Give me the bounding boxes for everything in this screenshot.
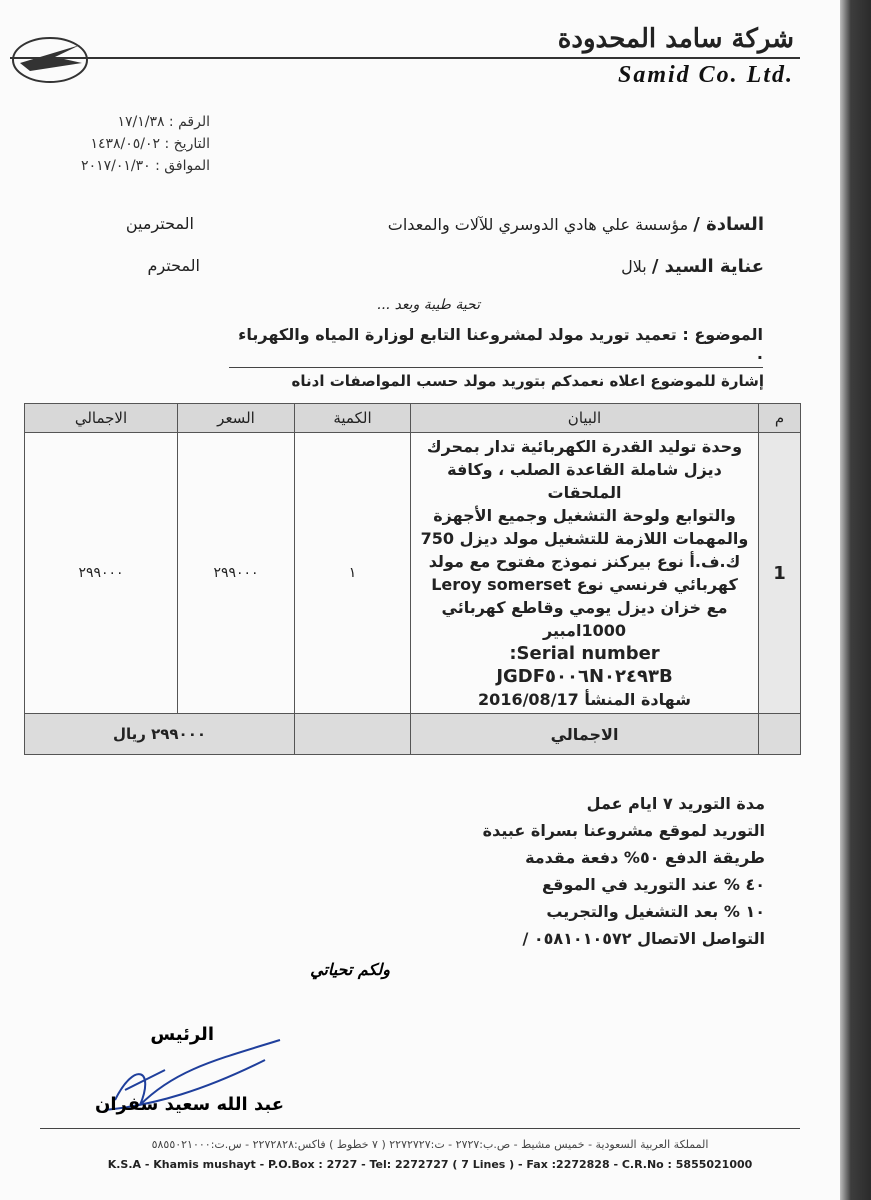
term-line: التواصل الاتصال ٠٥٨١٠١٠٥٧٢ / (522, 929, 765, 948)
signatory-title: الرئيس (150, 1024, 214, 1045)
total-value: ٢٩٩٠٠٠ ريال (25, 714, 295, 755)
attention-line (621, 256, 764, 277)
attention-label: عناية السيد / (651, 256, 764, 277)
desc-line: والمهمات اللازمة للتشغيل مولد ديزل 750 (420, 529, 749, 548)
attention-name: بلال (621, 257, 647, 276)
term-line: التوريد لموقع مشروعنا بسراة عبيدة (482, 821, 765, 840)
desc-line: شهادة المنشأ 2016/08/17 (478, 690, 691, 709)
col-header-qty: الكمية (295, 404, 411, 433)
company-logo (10, 35, 90, 85)
items-table (24, 403, 801, 755)
term-line: مدة التوريد ٧ ايام عمل (586, 794, 765, 813)
footer-arabic: المملكة العربية السعودية - خميس مشيط - ص.ب:٢٧٢٧ - ت:٢٢٧٢٧٢٧ ( ٧ خطوط ) فاكس:٢٢٧٢٨٢٨ - س.ت:٥٨٥٥٠٢١٠٠٠ (151, 1138, 709, 1151)
row-qty: ١ (295, 433, 411, 714)
desc-line: Serial number: (509, 643, 660, 664)
closing-line: ولكم تحياتي (310, 960, 390, 979)
scan-edge-shadow (840, 0, 871, 1200)
addressee-name: مؤسسة علي هادي الدوسري للآلات والمعدات (387, 215, 689, 234)
footer-english: K.S.A - Khamis mushayt - P.O.Box : 2727 - Tel: 2272727 ( 7 Lines ) - Fax :2272828 - C.R.No : 5855021000 (107, 1158, 753, 1171)
total-empty-qty (295, 714, 411, 755)
row-total: ٢٩٩٠٠٠ (25, 433, 178, 714)
attention-honorific: المحترم (147, 256, 200, 275)
terms-block (345, 790, 765, 952)
term-line: ٤٠ % عند التوريد في الموقع (542, 875, 765, 894)
table-header-row (25, 404, 801, 433)
company-name-english: Samid Co. Ltd. (617, 62, 794, 88)
desc-line: ك.ف.أ نوع بيركنز نموذج مفتوح مع مولد (428, 552, 741, 571)
col-header-no: م (759, 404, 801, 433)
addressee-line (388, 214, 764, 235)
total-row (25, 714, 801, 755)
ref-date-hijri: التاريخ : ١٤٣٨/٠٥/٠٢ (90, 136, 210, 152)
table-row (25, 433, 801, 714)
desc-line: ديزل شاملة القاعدة الصلب ، وكافة الملحقات (447, 460, 722, 502)
company-name-arabic: شركة سامد المحدودة (557, 24, 794, 54)
footer-rule (40, 1128, 800, 1129)
row-description (411, 433, 759, 714)
term-line: ١٠ % بعد التشغيل والتجريب (546, 902, 765, 921)
greeting: تحية طيبة وبعد ... (376, 297, 480, 313)
desc-line: مع خزان ديزل يومي وقاطع كهربائي (441, 598, 728, 617)
col-header-desc: البيان (411, 404, 759, 433)
desc-line: JGDF٥٠٠٦N٠٢٤٩٣B (496, 666, 673, 687)
header-rule (10, 57, 800, 59)
term-line: طريقة الدفع ٥٠% دفعة مقدمة (525, 848, 765, 867)
desc-line: 1000امبير (543, 621, 626, 640)
col-header-price: السعر (178, 404, 295, 433)
total-label: الاجمالي (411, 714, 759, 755)
col-header-total: الاجمالي (25, 404, 178, 433)
ref-date-gregorian: الموافق : ٢٠١٧/٠١/٣٠ (81, 158, 210, 174)
addressee-label: السادة / (693, 214, 764, 235)
intro-text: إشارة للموضوع اعلاه نعمدكم بتوريد مولد حسب المواصفات ادناه (291, 372, 764, 390)
signatory-name: عبد الله سعيد سفران (94, 1094, 284, 1115)
row-no: 1 (759, 433, 801, 714)
ref-number: الرقم : ١٧/١/٣٨ (117, 114, 210, 130)
total-empty-no (759, 714, 801, 755)
desc-line: كهربائي فرنسي نوع Leroy somerset (431, 575, 738, 594)
subject-line: الموضوع : تعميد توريد مولد لمشروعنا التابع لوزارة المياه والكهرباء . (229, 325, 763, 368)
desc-line: والتوابع ولوحة التشغيل وجميع الأجهزة (433, 506, 736, 525)
desc-line: وحدة توليد القدرة الكهربائية تدار بمحرك (426, 437, 743, 456)
row-price: ٢٩٩٠٠٠ (178, 433, 295, 714)
addressee-honorific: المحترمين (125, 214, 194, 233)
